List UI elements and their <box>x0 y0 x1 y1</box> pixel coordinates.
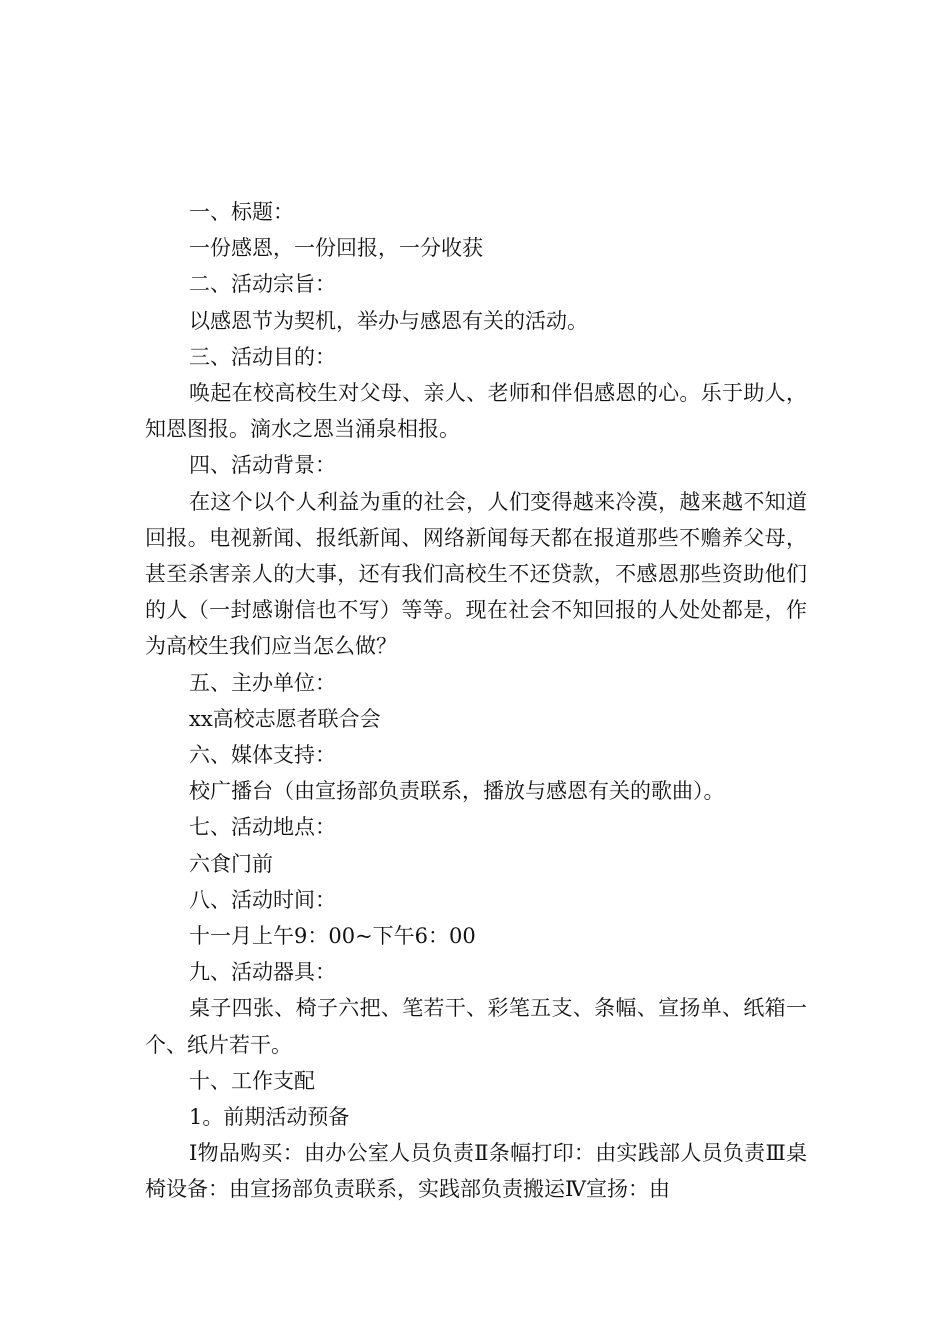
heading-equipment: 九、活动器具： <box>189 960 336 985</box>
equipment-text: 桌子四张、椅子六把、笔若干、彩笔五支、条幅、宣扬单、纸箱一个、纸片若干。 <box>145 996 807 1057</box>
purpose-text: 以感恩节为契机，举办与感恩有关的活动。 <box>189 308 588 333</box>
heading-location: 七、活动地点： <box>189 815 336 840</box>
preparation-text: Ⅰ物品购买：由办公室人员负责Ⅱ条幅打印：由实践部人员负责Ⅲ桌椅设备：由宣扬部负责联系，实践部负责搬运Ⅳ宣扬：由 <box>145 1141 807 1202</box>
title-text: 一份感恩，一份回报，一分收获 <box>189 236 483 261</box>
document-body <box>145 194 807 1208</box>
heading-time: 八、活动时间： <box>189 887 336 912</box>
subheading-preparation: 1。前期活动预备 <box>189 1105 350 1130</box>
heading-work-arrangement: 十、工作支配 <box>189 1068 315 1093</box>
heading-title-section: 一、标题： <box>189 200 294 224</box>
background-text: 在这个以个人利益为重的社会，人们变得越来冷漠，越来越不知道回报。电视新闻、报纸新闻、网络新闻每天都在报道那些不赡养父母，甚至杀害亲人的大事，还有我们高校生不还贷款，不感恩那些资助他们的人（一封感谢信也不写）等等。现在社会不知回报的人处处都是，作为高校生我们应当怎么做？ <box>145 489 807 659</box>
media-text: 校广播台（由宣扬部负责联系，播放与感恩有关的歌曲）。 <box>189 779 725 804</box>
heading-goal: 三、活动目的： <box>189 344 336 369</box>
heading-purpose: 二、活动宗旨： <box>189 272 336 297</box>
location-text: 六食门前 <box>189 851 273 876</box>
goal-text: 唤起在校高校生对父母、亲人、老师和伴侣感恩的心。乐于助人，知恩图报。滴水之恩当涌泉相报。 <box>145 381 807 442</box>
organizer-text: xx高校志愿者联合会 <box>189 706 381 731</box>
heading-media: 六、媒体支持： <box>189 743 336 768</box>
heading-organizer: 五、主办单位： <box>189 670 336 695</box>
time-text: 十一月上午9：00~下午6：00 <box>189 924 476 949</box>
heading-background: 四、活动背景： <box>189 453 336 478</box>
